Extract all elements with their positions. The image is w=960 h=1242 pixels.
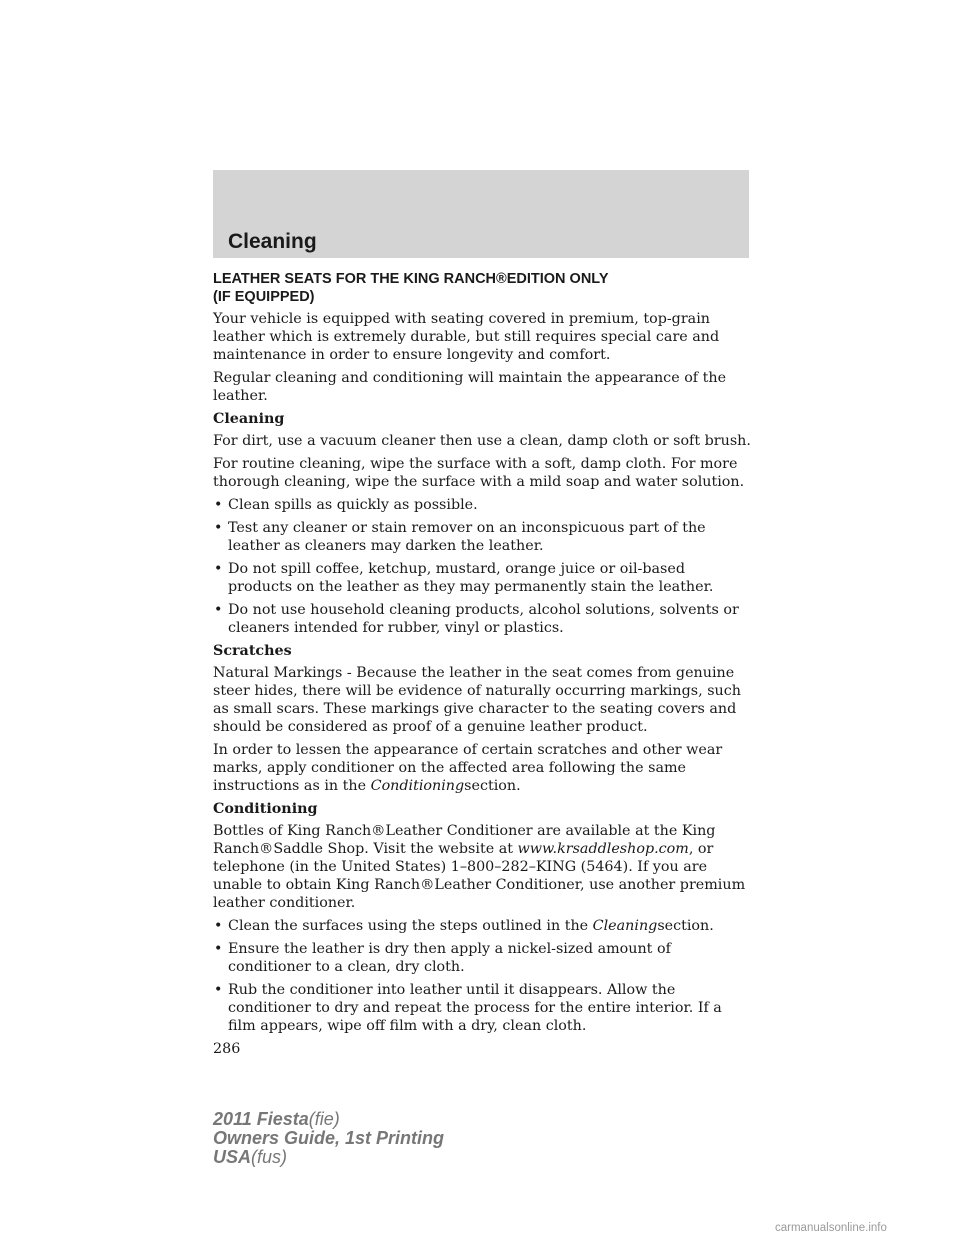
cleaning-list	[213, 496, 753, 637]
bullet-icon: •	[214, 918, 223, 934]
intro-paragraph-1: Your vehicle is equipped with seating covered in premium, top-grain leather which is extremely durable, but still requires special care and maintenance in order to ensure longevity and comfort.	[213, 311, 720, 363]
footer-line-1: 2011 Fiesta(fie)	[213, 1109, 340, 1129]
list-item: • Do not spill coffee, ketchup, mustard, orange juice or oil-based products on the leather as they may permanently stain the leather.	[214, 561, 714, 595]
cleaning-paragraph-1: For dirt, use a vacuum cleaner then use a clean, damp cloth or soft brush.	[213, 433, 751, 449]
list-item: • Clean spills as quickly as possible.	[214, 497, 478, 513]
bullet-icon: •	[214, 602, 223, 618]
footer-line-3: USA(fus)	[213, 1147, 288, 1167]
main-heading	[213, 270, 753, 306]
page-content	[213, 270, 753, 1058]
main-heading-line1: LEATHER SEATS FOR THE KING RANCH®EDITION ONLY	[213, 271, 609, 287]
page-number: 286	[213, 1041, 241, 1057]
cleaning-paragraph-2: For routine cleaning, wipe the surface with a soft, damp cloth. For more thorough cleaning, wipe the surface with a mild soap and water solution.	[213, 456, 745, 490]
main-heading-line2: (IF EQUIPPED)	[213, 289, 315, 305]
watermark: carmanualsonline.info	[775, 1222, 887, 1234]
intro-paragraph-2: Regular cleaning and conditioning will maintain the appearance of the leather.	[213, 370, 727, 404]
list-item: • Ensure the leather is dry then apply a nickel-sized amount of conditioner to a clean, dry cloth.	[214, 941, 671, 975]
scratches-paragraph-2: In order to lessen the appearance of certain scratches and other wear marks, apply conditioner on the affected area following the same instructions as in the Conditioningsection.	[213, 742, 723, 794]
scratches-heading: Scratches	[213, 643, 292, 659]
conditioning-heading: Conditioning	[213, 801, 318, 817]
section-title: Cleaning	[228, 230, 317, 253]
list-item: • Rub the conditioner into leather until it disappears. Allow the conditioner to dry and repeat the process for the entire interior. If a film appears, wipe off film with a dry, clean cloth.	[214, 982, 722, 1034]
conditioning-paragraph: Bottles of King Ranch®Leather Conditioner are available at the King Ranch®Saddle Shop. Visit the website at www.krsaddleshop.com, or telephone (in the United States) 1–800–282–KING (5464). If you are unable to obtain King Ranch®Leather Conditioner, use another premium leather conditioner.	[213, 823, 746, 911]
footer-line-2: Owners Guide, 1st Printing	[213, 1128, 445, 1148]
cleaning-heading: Cleaning	[213, 411, 285, 427]
bullet-icon: •	[214, 497, 223, 513]
bullet-icon: •	[214, 941, 223, 957]
bullet-icon: •	[214, 561, 223, 577]
conditioning-list	[213, 917, 753, 1035]
bullet-icon: •	[214, 982, 223, 998]
scratches-paragraph-1: Natural Markings - Because the leather in the seat comes from genuine steer hides, there will be evidence of naturally occurring markings, such as small scars. These markings give character to the seating covers and should be considered as proof of a genuine leather product.	[213, 665, 741, 735]
footer	[213, 1110, 444, 1167]
list-item: • Do not use household cleaning products, alcohol solutions, solvents or cleaners intended for rubber, vinyl or plastics.	[214, 602, 739, 636]
list-item: • Clean the surfaces using the steps outlined in the Cleaningsection.	[214, 918, 714, 934]
list-item: • Test any cleaner or stain remover on an inconspicuous part of the leather as cleaners may darken the leather.	[214, 520, 706, 554]
bullet-icon: •	[214, 520, 223, 536]
website-link: www.krsaddleshop.com	[517, 841, 689, 857]
